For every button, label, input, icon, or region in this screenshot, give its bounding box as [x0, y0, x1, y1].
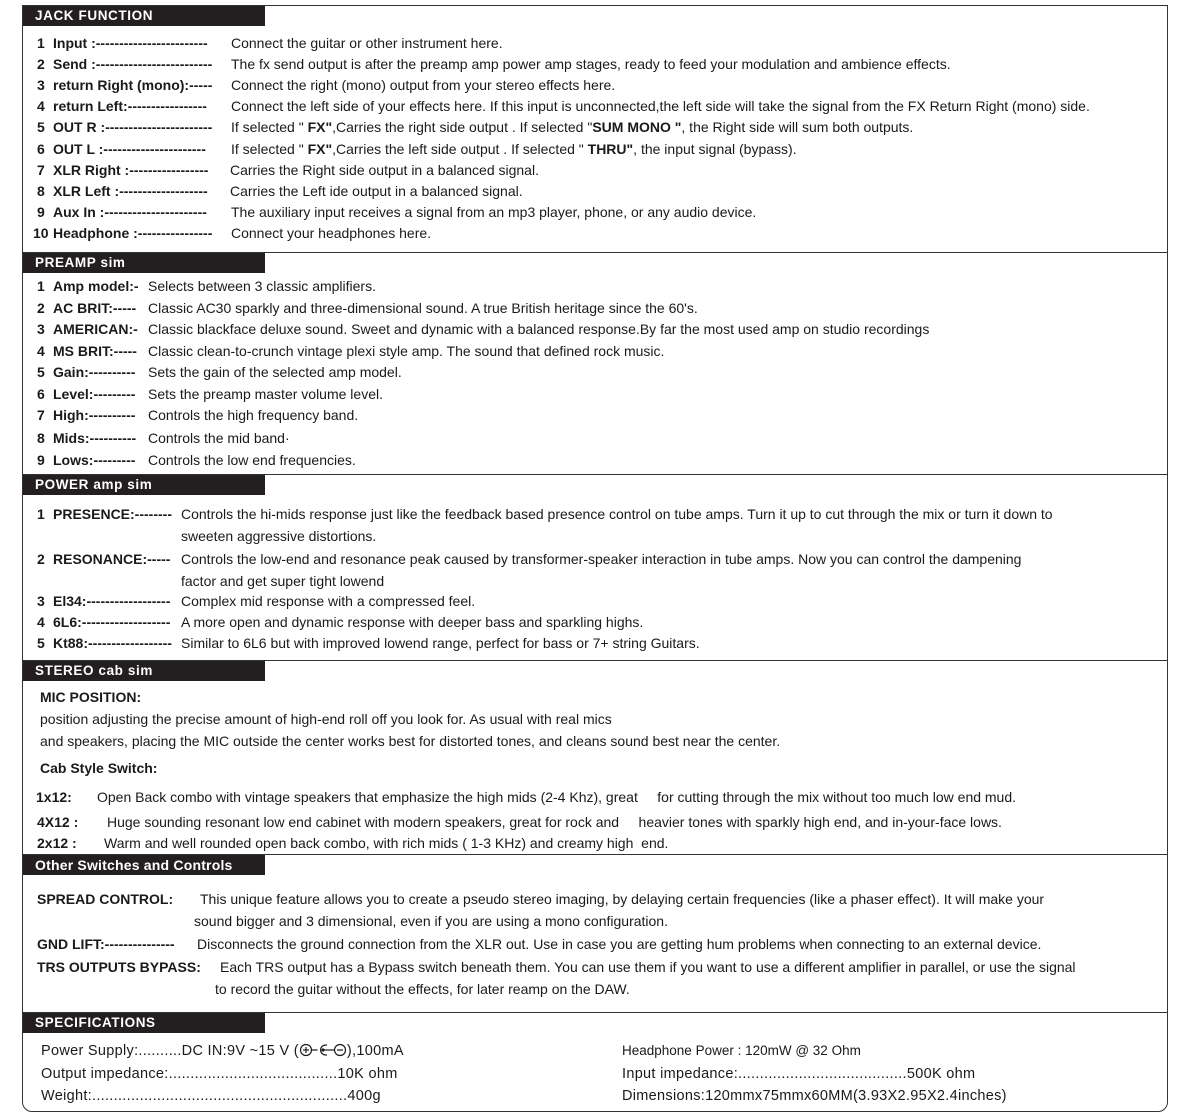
cab-style-desc: Open Back combo with vintage speakers that emphasize the high mids (2-4 Khz), great for cutting through the mix without too much low end mud. — [97, 789, 1017, 805]
jack-item-desc: Carries the Right side output in a balanced signal. — [230, 162, 539, 178]
preamp-item-number: 4 — [37, 343, 45, 359]
preamp-item-number: 6 — [37, 386, 45, 402]
jack-item-desc-part: SUM MONO " — [592, 119, 682, 135]
jack-item-name: XLR Left :------------------- — [53, 183, 208, 199]
jack-item-name: return Left:----------------- — [53, 98, 207, 114]
jack-item-label — [37, 76, 212, 94]
spec-weight: Weight:...........................................................400g — [41, 1088, 381, 1104]
gnd-lift-desc: Disconnects the ground connection from the XLR out. Use in case you are getting hum problems when connecting to an external device. — [197, 936, 1042, 952]
jack-item-name: OUT R :----------------------- — [53, 119, 213, 135]
jack-item-desc-part: ,Carries the left side output . If selected " — [332, 141, 588, 157]
power-item-label — [37, 613, 170, 631]
power-item-label — [37, 592, 170, 610]
preamp-item-number: 7 — [37, 407, 45, 423]
power-item-desc: Controls the hi-mids response just like the feedback based presence control on tube amps. Turn it up to cut through the mix or turn it down to — [181, 506, 1053, 522]
spread-control-desc: This unique feature allows you to create a pseudo stereo imaging, by delaying certain frequencies (like a phaser effect). It will make your — [200, 891, 1045, 907]
power-item-number: 5 — [37, 635, 45, 651]
power-item-desc-2: factor and get super tight lowend — [181, 573, 385, 589]
power-item-name: RESONANCE:----- — [53, 551, 171, 567]
jack-item-label — [37, 140, 206, 158]
jack-item-desc: Carries the Left ide output in a balanced signal. — [230, 183, 523, 199]
preamp-item-label — [37, 406, 135, 424]
preamp-item-name: Lows:--------- — [53, 452, 136, 468]
cab-style-label: 4X12 : — [37, 814, 79, 830]
jack-item-label — [37, 34, 208, 52]
power-item-desc-2: sweeten aggressive distortions. — [181, 528, 377, 544]
power-item-number: 2 — [37, 551, 45, 567]
jack-item-label — [37, 55, 212, 73]
jack-item-label — [33, 224, 212, 242]
jack-item-number: 8 — [37, 183, 45, 199]
preamp-header: PREAMP sim — [23, 252, 1167, 274]
preamp-item-number: 1 — [37, 278, 45, 294]
preamp-item-name: MS BRIT:----- — [53, 343, 137, 359]
power-item-number: 3 — [37, 593, 45, 609]
jack-item-desc-part: FX" — [307, 119, 333, 135]
jack-item-label — [37, 161, 208, 179]
jack-item-desc-part: , the Right side will sum both outputs. — [681, 119, 914, 135]
jack-item-number: 3 — [37, 77, 45, 93]
jack-function-header: JACK FUNCTION — [23, 5, 1167, 27]
trs-bypass-desc-2: to record the guitar without the effects, for later reamp on the DAW. — [215, 981, 630, 997]
cab-style-label: 2x12 : — [37, 835, 77, 851]
preamp-item-label — [37, 429, 136, 447]
spread-control-label: SPREAD CONTROL: — [37, 891, 174, 907]
preamp-item-label — [37, 299, 136, 317]
power-item-desc: Complex mid response with a compressed feel. — [181, 593, 476, 609]
spread-control-desc-2: sound bigger and 3 dimensional, even if you are using a mono configuration. — [194, 913, 668, 929]
preamp-item-name: AC BRIT:----- — [53, 300, 137, 316]
power-item-label — [37, 505, 172, 523]
power-item-name: Kt88:------------------ — [53, 635, 172, 651]
gnd-lift-label: GND LIFT:--------------- — [37, 936, 175, 952]
preamp-item-desc: Sets the gain of the selected amp model. — [148, 364, 402, 380]
power-item-desc: A more open and dynamic response with deeper bass and sparkling highs. — [181, 614, 644, 630]
jack-item-desc: Connect the left side of your effects here. If this input is unconnected,the left side will take the signal from the FX Return Right (mono) side. — [231, 98, 1090, 114]
trs-bypass-label: TRS OUTPUTS BYPASS: — [37, 959, 201, 975]
preamp-item-desc: Controls the low end frequencies. — [148, 452, 356, 468]
preamp-item-desc: Classic clean-to-crunch vintage plexi style amp. The sound that defined rock music. — [148, 343, 665, 359]
preamp-item-number: 8 — [37, 430, 45, 446]
other-switches-header: Other Switches and Controls — [23, 854, 1167, 876]
jack-item-label — [37, 118, 212, 136]
jack-item-name: Aux In :---------------------- — [53, 204, 207, 220]
preamp-item-label — [37, 385, 135, 403]
power-item-name: 6L6:------------------- — [53, 614, 171, 630]
preamp-item-label — [37, 342, 137, 360]
jack-item-label — [37, 97, 207, 115]
preamp-item-desc: Classic blackface deluxe sound. Sweet and dynamic with a balanced response.By far the most used amp on studio recordings — [148, 321, 930, 337]
jack-item-desc: Connect your headphones here. — [231, 225, 432, 241]
power-item-name: El34:------------------ — [53, 593, 171, 609]
mic-position-line-1: position adjusting the precise amount of high-end roll off you look for. As usual with real mics — [40, 711, 612, 727]
power-item-desc: Controls the low-end and resonance peak caused by transformer-speaker interaction in tube amps. Now you can control the dampening — [181, 551, 1022, 567]
cab-style-heading: Cab Style Switch: — [40, 760, 158, 776]
jack-item-number: 4 — [37, 98, 45, 114]
jack-item-number: 2 — [37, 56, 45, 72]
preamp-item-name: AMERICAN:- — [53, 321, 138, 337]
power-item-label — [37, 550, 170, 568]
preamp-item-desc: Classic AC30 sparkly and three-dimensional sound. A true British heritage since the 60's. — [148, 300, 698, 316]
jack-item-number: 5 — [37, 119, 45, 135]
jack-item-desc-part: If selected " — [231, 119, 308, 135]
spec-input-impedance: Input impedance:.......................................500K ohm — [622, 1066, 976, 1082]
jack-item-number: 6 — [37, 141, 45, 157]
jack-item-number: 9 — [37, 204, 45, 220]
power-item-label — [37, 634, 172, 652]
preamp-item-name: Amp model:- — [53, 278, 139, 294]
jack-item-number: 7 — [37, 162, 45, 178]
cab-style-label: 1x12: — [36, 789, 72, 805]
jack-item-desc: The fx send output is after the preamp amp power amp stages, ready to feed your modulation and ambience effects. — [231, 56, 951, 72]
power-item-desc: Similar to 6L6 but with improved lowend range, perfect for bass or 7+ string Guitars. — [181, 635, 700, 651]
spec-dimensions: Dimensions:120mmx75mmx60MM(3.93X2.95X2.4inches) — [622, 1088, 1007, 1104]
cab-style-desc: Huge sounding resonant low end cabinet with modern speakers, great for rock and heavier tones with sparkly high end, and in-your-face lows. — [107, 814, 1002, 830]
jack-item-desc — [231, 140, 797, 158]
preamp-item-label — [37, 451, 135, 469]
jack-item-desc: Connect the right (mono) output from your stereo effects here. — [231, 77, 616, 93]
jack-item-desc-part: THRU" — [587, 141, 634, 157]
preamp-item-desc: Sets the preamp master volume level. — [148, 386, 383, 402]
preamp-item-label — [37, 320, 138, 338]
preamp-item-name: Level:--------- — [53, 386, 136, 402]
jack-item-desc — [231, 118, 913, 136]
power-item-name: PRESENCE:-------- — [53, 506, 172, 522]
jack-item-name: OUT L :---------------------- — [53, 141, 206, 157]
jack-item-desc-part: If selected " — [231, 141, 308, 157]
cab-style-desc: Warm and well rounded open back combo, with rich mids ( 1-3 KHz) and creamy high end. — [104, 835, 669, 851]
jack-item-number: 10 — [33, 225, 49, 241]
mic-position-heading: MIC POSITION: — [40, 689, 142, 705]
polarity-symbol-icon — [299, 1043, 347, 1057]
specifications-header: SPECIFICATIONS — [23, 1012, 1167, 1034]
stereo-cab-header: STEREO cab sim — [23, 660, 1167, 682]
jack-item-name: Headphone :---------------- — [53, 225, 213, 241]
preamp-item-name: Gain:---------- — [53, 364, 136, 380]
trs-bypass-desc: Each TRS output has a Bypass switch beneath them. You can use them if you want to use a different amplifier in parallel, or use the signal — [220, 959, 1076, 975]
jack-item-name: Input :------------------------ — [53, 35, 208, 51]
preamp-item-desc: Selects between 3 classic amplifiers. — [148, 278, 376, 294]
jack-item-desc-part: , the input signal (bypass). — [633, 141, 797, 157]
preamp-item-number: 3 — [37, 321, 45, 337]
jack-item-label — [37, 182, 208, 200]
preamp-item-desc: Controls the mid band· — [148, 430, 290, 446]
jack-item-desc: Connect the guitar or other instrument here. — [231, 35, 503, 51]
jack-item-desc-part: ,Carries the right side output . If selected " — [332, 119, 593, 135]
preamp-item-label — [37, 277, 139, 295]
jack-item-desc: The auxiliary input receives a signal from an mp3 player, phone, or any audio device. — [231, 204, 757, 220]
jack-item-name: return Right (mono):----- — [53, 77, 213, 93]
preamp-item-number: 5 — [37, 364, 45, 380]
power-amp-header: POWER amp sim — [23, 474, 1167, 496]
jack-item-name: Send :------------------------- — [53, 56, 213, 72]
jack-item-label — [37, 203, 207, 221]
preamp-item-name: Mids:---------- — [53, 430, 137, 446]
preamp-item-label — [37, 363, 135, 381]
preamp-item-number: 9 — [37, 452, 45, 468]
power-item-number: 1 — [37, 506, 45, 522]
jack-item-name: XLR Right :----------------- — [53, 162, 209, 178]
jack-item-desc-part: FX" — [307, 141, 333, 157]
power-item-number: 4 — [37, 614, 45, 630]
preamp-item-desc: Controls the high frequency band. — [148, 407, 359, 423]
jack-item-number: 1 — [37, 35, 45, 51]
mic-position-line-2: and speakers, placing the MIC outside the center works best for distorted tones, and cleans sound best near the center. — [40, 733, 781, 749]
spec-power-supply: Power Supply:..........DC IN:9V ~15 V ( ),100mA — [41, 1043, 404, 1059]
spec-headphone-power: Headphone Power : 120mW @ 32 Ohm — [622, 1043, 861, 1058]
spec-output-impedance: Output impedance:.......................................10K ohm — [41, 1066, 398, 1082]
preamp-item-name: High:---------- — [53, 407, 136, 423]
preamp-item-number: 2 — [37, 300, 45, 316]
